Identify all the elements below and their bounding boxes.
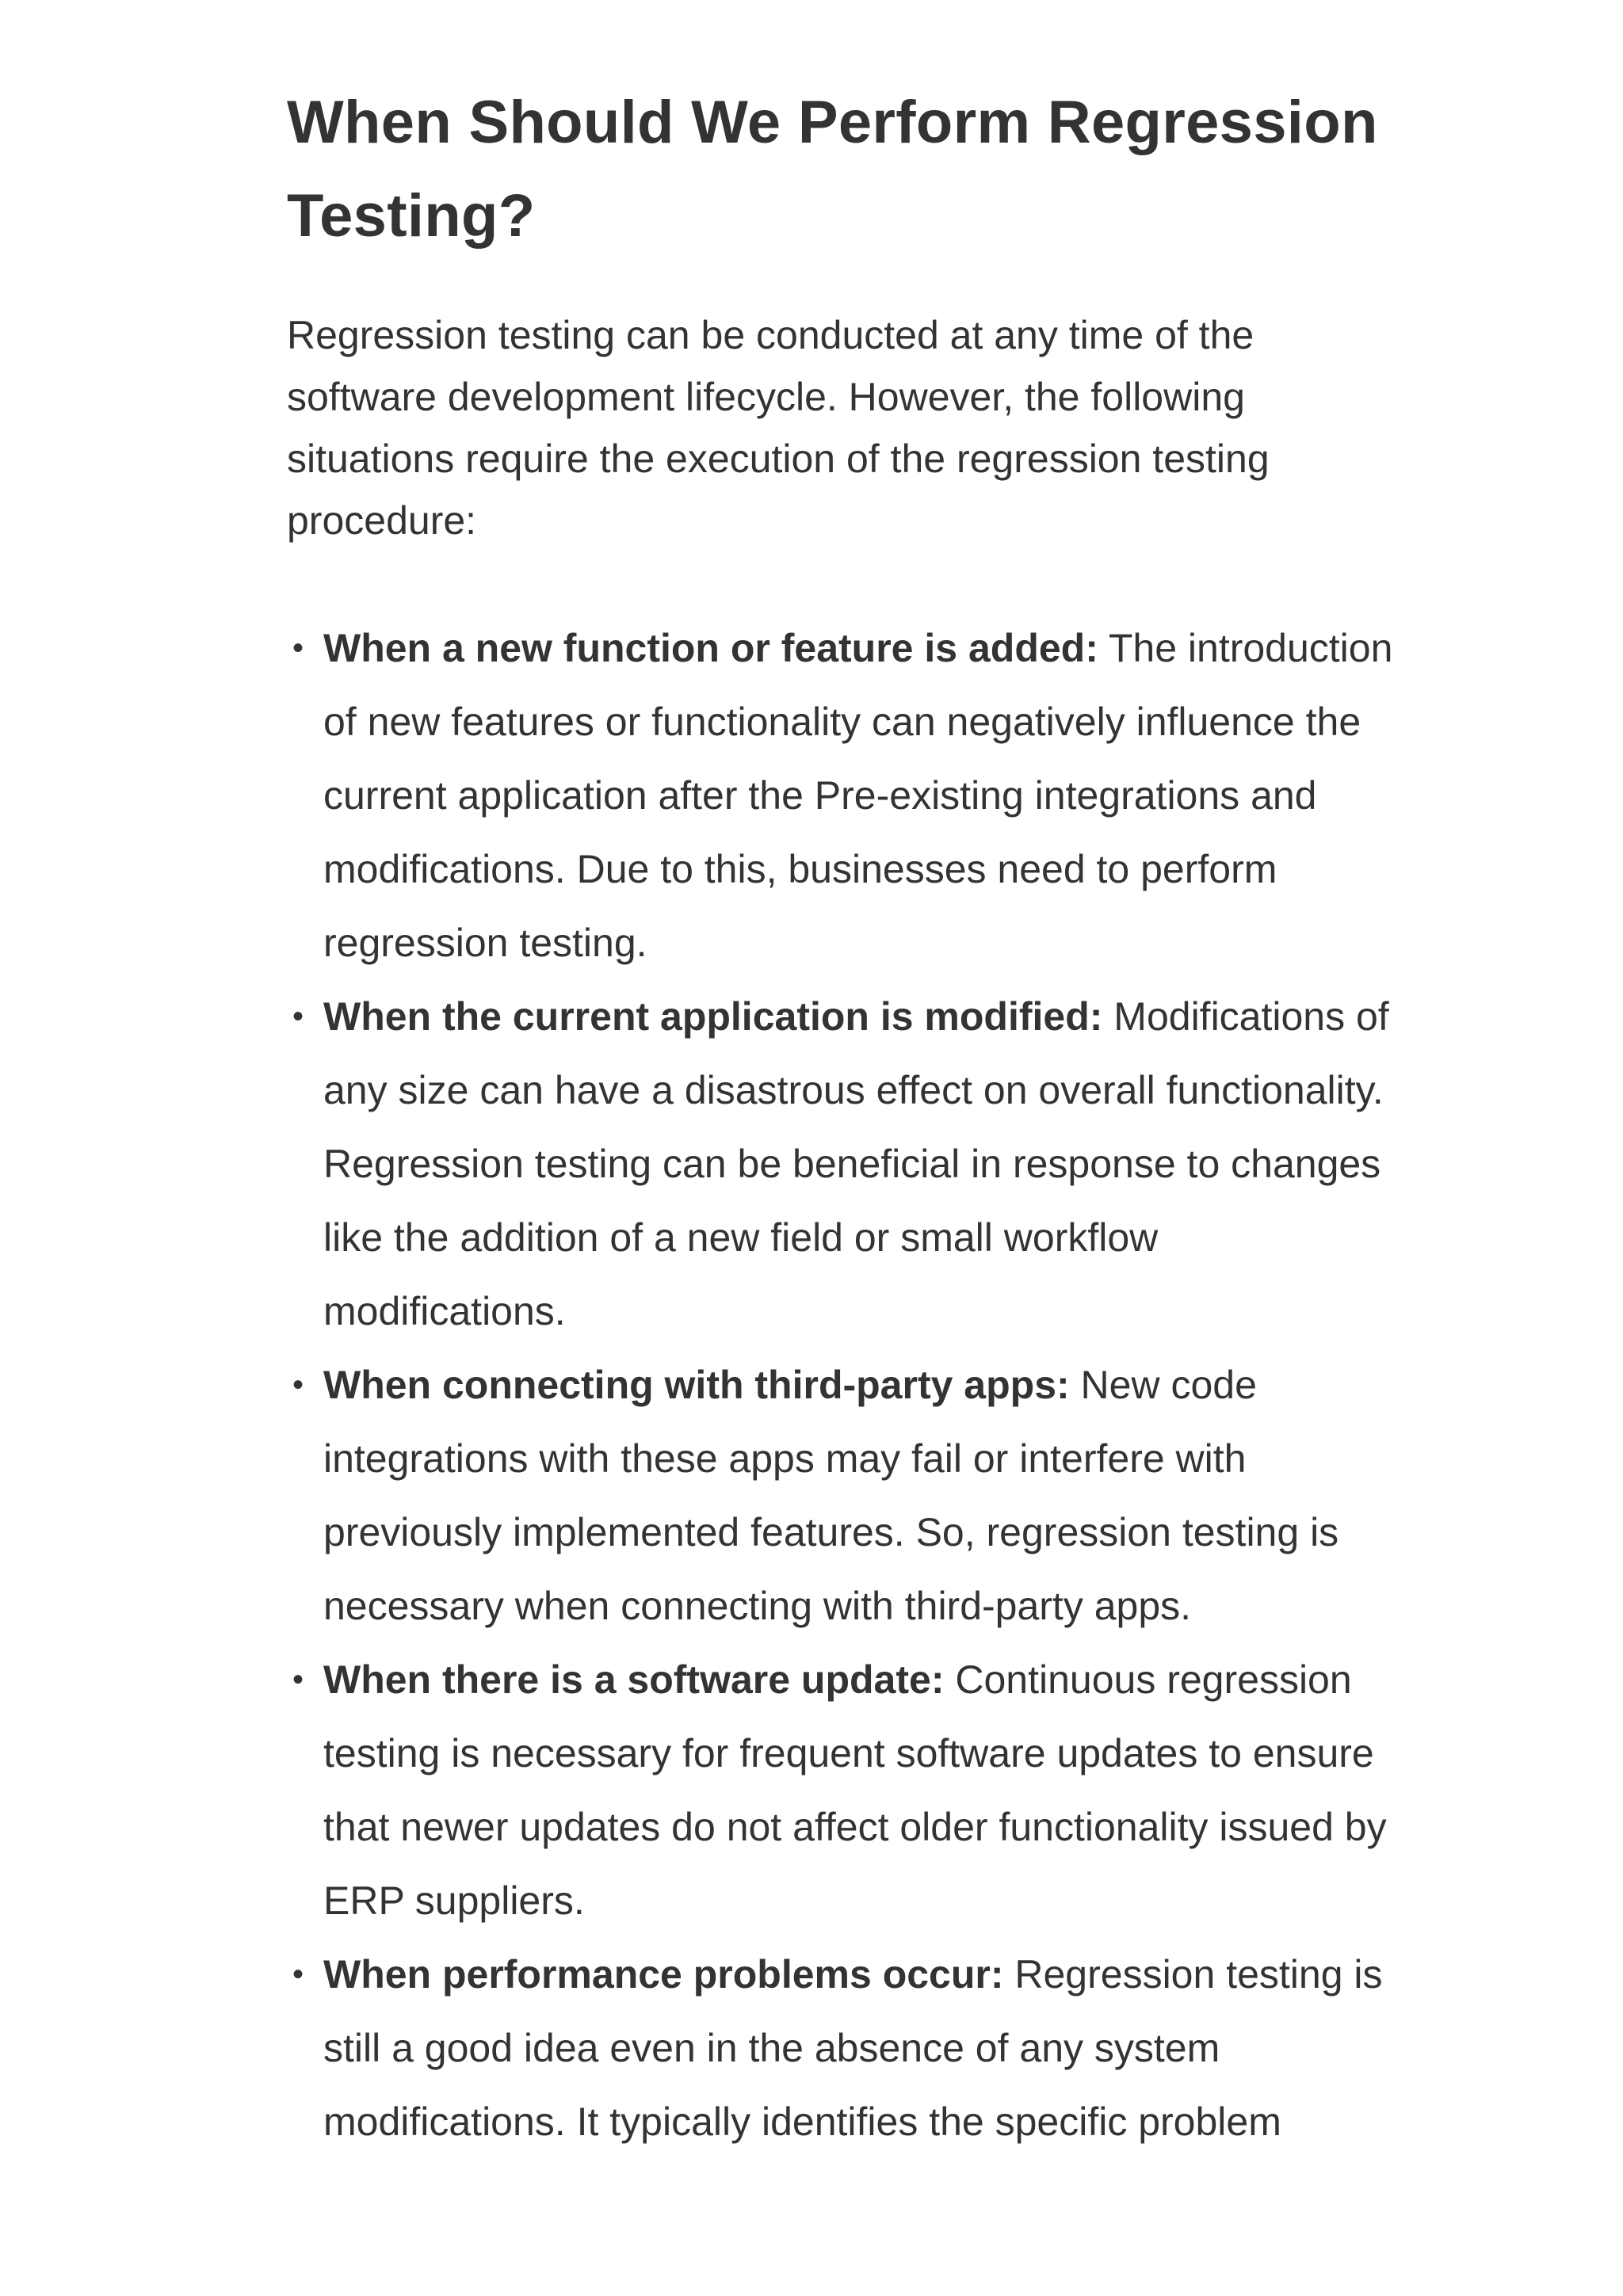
bullet-icon: • (292, 631, 304, 666)
bullet-icon: • (292, 1662, 304, 1697)
list-item (287, 1938, 1396, 2159)
list-item-text: Regression testing is still a good idea even in the absence of any system modifications. It typically identifies the specific problem (323, 1952, 1383, 2144)
list-item (287, 1348, 1396, 1643)
bullet-icon: • (292, 1957, 304, 1992)
list-item (287, 1643, 1396, 1938)
list-item-text: Modifications of any size can have a disastrous effect on overall functionality. Regression testing can be beneficial in response to changes like the addition of a new field or small workflow modifications. (323, 994, 1389, 1333)
list-item-heading: When a new function or feature is added: (323, 626, 1098, 670)
list-item-text: New code integrations with these apps may fail or interfere with previously implemented features. So, regression testing is necessary when connecting with third-party apps. (323, 1363, 1339, 1628)
list-item-heading: When performance problems occur: (323, 1952, 1004, 1997)
bullet-icon: • (292, 999, 304, 1034)
article (287, 76, 1396, 2159)
list-item-heading: When connecting with third-party apps: (323, 1363, 1070, 1407)
list-item-heading: When the current application is modified: (323, 994, 1103, 1039)
article-intro: Regression testing can be conducted at any time of the software development lifecycle. However, the following situations require the execution of the regression testing procedure: (287, 313, 1270, 543)
situations-list (287, 612, 1396, 2159)
article-title: When Should We Perform Regression Testing? (287, 89, 1378, 250)
list-item (287, 980, 1396, 1348)
bullet-icon: • (292, 1367, 304, 1402)
list-item (287, 612, 1396, 980)
list-item-heading: When there is a software update: (323, 1657, 945, 1702)
list-item-text: The introduction of new features or functionality can negatively influence the current application after the Pre-existing integrations and modifications. Due to this, businesses need to perform regression testing. (323, 626, 1393, 965)
list-item-text: Continuous regression testing is necessary for frequent software updates to ensure that newer updates do not affect older functionality issued by ERP suppliers. (323, 1657, 1387, 1923)
